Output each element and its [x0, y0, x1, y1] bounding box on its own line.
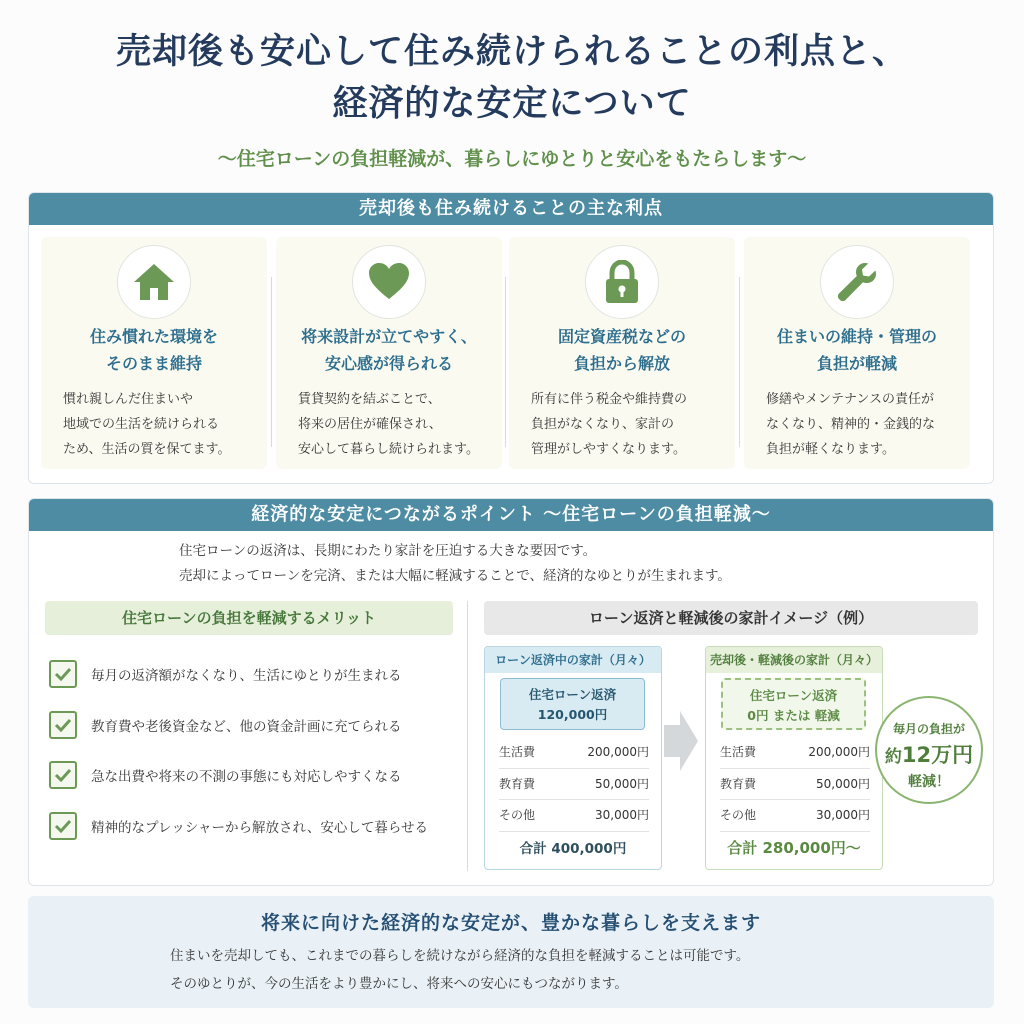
budget-after: [705, 646, 883, 870]
badge-line3: 軽減！: [908, 774, 950, 790]
page-subtitle: 〜住宅ローンの負担軽減が、暮らしにゆとりと安心をもたらします〜: [217, 148, 807, 170]
wrench-icon: [820, 245, 894, 319]
checkbox-icon: [49, 761, 77, 789]
row-value: 50,000円: [595, 776, 649, 791]
divider: [739, 277, 740, 447]
arrow-right-icon: [664, 711, 698, 775]
benefit-desc: なくなり、精神的・金銭的な: [766, 417, 936, 432]
row-label: 生活費: [720, 745, 757, 759]
budget-row: [499, 737, 649, 769]
benefit-desc: ため、生活の質を保てます。: [63, 442, 231, 457]
badge-line2: [877, 739, 981, 769]
benefit-desc: 慣れ親しんだ住まいや: [63, 392, 194, 407]
loan-label: 住宅ローン返済: [528, 687, 617, 702]
row-value: 30,000円: [816, 808, 870, 822]
page-title: [0, 26, 1024, 130]
budget-row: [720, 800, 870, 832]
benefit-title: 将来設計が立てやすく、: [301, 327, 477, 346]
checkbox-icon: [49, 660, 77, 688]
row-label: その他: [499, 808, 536, 822]
merit-text: 教育費や老後資金など、他の資金計画に充てられる: [91, 718, 402, 735]
page-title-line1: 売却後も安心して住み続けられることの利点と、: [115, 31, 908, 72]
footer-title: 将来に向けた経済的な安定が、豊かな暮らしを支えます: [260, 912, 761, 934]
row-value: 30,000円: [595, 808, 649, 822]
loan-value: 120,000円: [537, 707, 608, 722]
row-label: 教育費: [720, 776, 757, 791]
budget-after-header: 売却後・軽減後の家計（月々）: [706, 647, 882, 673]
row-value: 50,000円: [816, 776, 870, 791]
row-value: 200,000円: [587, 745, 649, 759]
benefit-desc: 将来の居住が確保され、: [298, 417, 442, 432]
economy-intro: [179, 539, 879, 589]
benefit-title: そのまま維持: [105, 354, 202, 373]
budget-row: [499, 800, 649, 832]
benefits-header: 売却後も住み続けることの主な利点: [29, 193, 993, 225]
benefit-desc: 修繕やメンテナンスの責任が: [766, 392, 934, 407]
merit-text: 急な出費や将来の不測の事態にも対応しやすくなる: [91, 769, 402, 785]
merit-item: [49, 760, 469, 790]
merit-text: 毎月の返済額がなくなり、生活にゆとりが生まれる: [91, 668, 402, 684]
benefit-title: 住み慣れた環境を: [89, 327, 218, 346]
lock-icon: [585, 245, 659, 319]
benefit-desc: 負担が軽くなります。: [766, 442, 895, 457]
heart-icon: [352, 245, 426, 319]
economy-header: 経済的な安定につながるポイント 〜住宅ローンの負担軽減〜: [29, 499, 993, 531]
benefit-title: 負担から解放: [573, 354, 670, 373]
checkbox-icon: [49, 711, 77, 739]
benefit-cards: [41, 237, 981, 469]
benefit-card-maintenance: [744, 237, 970, 469]
merit-item: [49, 710, 469, 740]
budget-row: [720, 737, 870, 769]
economy-panel: [28, 498, 994, 886]
intro-line: 住宅ローンの返済は、長期にわたり家計を圧迫する大きな要因です。: [179, 543, 597, 559]
badge-prefix: 約: [884, 747, 902, 767]
benefit-title: 住まいの維持・管理の: [776, 327, 937, 346]
budget-row: [499, 769, 649, 801]
row-value: 200,000円: [808, 745, 870, 759]
house-icon: [117, 245, 191, 319]
budget-before-header: ローン返済中の家計（月々）: [485, 647, 661, 673]
checkbox-icon: [49, 812, 77, 840]
merit-item: [49, 811, 469, 841]
benefit-desc: 地域での生活を続けられる: [63, 417, 220, 432]
benefit-card-planning: [276, 237, 502, 469]
page-title-line2: 経済的な安定について: [332, 83, 692, 124]
merit-text: 精神的なプレッシャーから解放され、安心して暮らせる: [91, 819, 428, 836]
benefit-desc: 賃貸契約を結ぶことで、: [298, 392, 441, 407]
benefit-card-environment: [41, 237, 267, 469]
loan-box: [500, 678, 645, 730]
benefit-title: 負担が軽減: [816, 354, 897, 373]
row-label: その他: [720, 808, 757, 822]
benefits-panel: [28, 192, 994, 484]
budget-total: 合計 400,000円: [519, 841, 627, 857]
benefit-desc: 管理がしやすくなります。: [531, 442, 686, 457]
benefit-desc: 安心して暮らし続けられます。: [298, 442, 479, 457]
budget-total: 合計 280,000円〜: [727, 839, 861, 857]
benefit-title: 固定資産税などの: [557, 327, 686, 346]
benefit-desc: 負担がなくなり、家計の: [531, 417, 675, 432]
footer-line: 住まいを売却しても、これまでの暮らしを続けながら経済的な負担を軽減することは可能です。: [170, 948, 750, 964]
footer-line: そのゆとりが、今の生活をより豊かにし、将来への安心にもつながります。: [170, 976, 628, 992]
divider: [505, 277, 506, 447]
badge-amount: 12万円: [901, 743, 974, 767]
savings-badge: [875, 696, 983, 804]
budget-image-header: ローン返済と軽減後の家計イメージ（例）: [484, 601, 978, 635]
benefit-title: 安心感が得られる: [324, 354, 453, 373]
intro-line: 売却によってローンを完済、または大幅に軽減することで、経済的なゆとりが生まれます。: [179, 568, 731, 584]
merit-item: [49, 659, 469, 689]
budget-rows: [499, 737, 649, 832]
loan-box: [721, 678, 866, 730]
loan-label: 住宅ローン返済: [749, 688, 838, 703]
budget-row: [720, 769, 870, 801]
merits-header: 住宅ローンの負担を軽減するメリット: [45, 601, 453, 635]
footer-panel: [28, 896, 994, 1008]
budget-rows: [720, 737, 870, 832]
row-label: 生活費: [499, 745, 536, 759]
benefit-card-tax: [509, 237, 735, 469]
benefit-desc: 所有に伴う税金や維持費の: [531, 392, 688, 407]
badge-line1: 毎月の負担が: [892, 722, 965, 736]
merit-list: [49, 659, 469, 861]
row-label: 教育費: [499, 776, 536, 791]
footer-desc: [170, 942, 890, 998]
loan-value: 0円 または 軽減: [747, 708, 840, 723]
divider: [467, 601, 468, 871]
budget-before: [484, 646, 662, 870]
divider: [271, 277, 272, 447]
